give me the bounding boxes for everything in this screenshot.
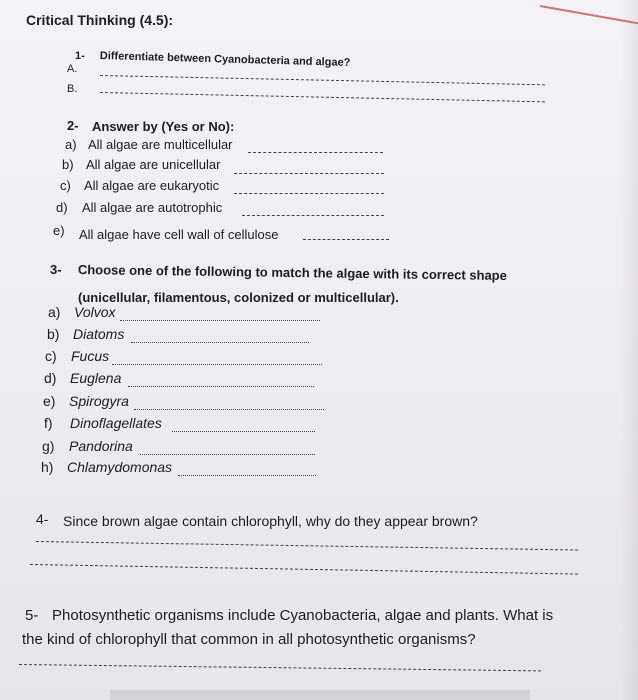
q3-answer-line[interactable] [134, 409, 324, 410]
q2-item-letter: b) [62, 157, 74, 172]
q2-item-text: All algae are multicellular [88, 137, 233, 152]
q2-answer-line[interactable] [234, 193, 384, 194]
q2-item-text: All algae are unicellular [86, 157, 221, 172]
q3-item-letter: a) [48, 304, 61, 320]
q3-item-letter: c) [45, 348, 57, 364]
q3-instruction-line1: Choose one of the following to match the algae with its correct shape [77, 262, 508, 283]
q5-text-line2: the kind of chlorophyll that common in all photosynthetic organisms? [22, 631, 476, 648]
q4-answer-line[interactable] [30, 564, 578, 575]
q2-item-letter: e) [53, 223, 65, 238]
q3-item-name: Euglena [70, 370, 122, 386]
q3-item-letter: g) [42, 438, 55, 454]
q3-answer-line[interactable] [120, 320, 320, 321]
q5-number: 5- [25, 607, 39, 624]
q1-answer-line-b[interactable] [100, 92, 545, 102]
q3-item-letter: h) [41, 459, 54, 475]
q3-item-name: Chlamydomonas [67, 459, 173, 475]
q2-item-letter: d) [56, 200, 68, 215]
q2-item-text: All algae are autotrophic [82, 200, 223, 215]
q1-number: 1- [75, 50, 85, 62]
q3-item-name: Diatoms [73, 326, 125, 342]
q3-item-name: Spirogyra [69, 393, 129, 409]
q2-number: 2- [67, 118, 79, 133]
q3-answer-line[interactable] [128, 386, 314, 387]
q3-answer-line[interactable] [140, 454, 315, 455]
page-bottom-edge [110, 690, 530, 700]
q2-item-letter: a) [65, 137, 77, 152]
q3-item-letter: d) [44, 370, 57, 386]
q3-number: 3- [50, 262, 62, 277]
q5-answer-line[interactable] [19, 664, 541, 671]
q1-option-b: B. [67, 83, 78, 95]
q3-item-name: Pandorina [69, 438, 133, 454]
q3-item-letter: e) [43, 393, 56, 409]
q3-answer-line[interactable] [112, 364, 322, 365]
q2-answer-line[interactable] [234, 173, 384, 174]
q1-answer-line-a[interactable] [100, 75, 545, 85]
q3-answer-line[interactable] [178, 475, 316, 476]
q4-answer-line[interactable] [36, 541, 578, 551]
q3-item-name: Fucus [71, 348, 110, 364]
q3-answer-line[interactable] [172, 431, 315, 432]
q1-text: Differentiate between Cyanobacteria and algae? [99, 50, 351, 69]
q3-instruction-line2: (unicellular, filamentous, colonized or multicellular). [78, 290, 399, 305]
page-title: Critical Thinking (4.5): [26, 12, 174, 28]
q2-item-text: All algae are eukaryotic [84, 178, 220, 193]
q2-answer-line[interactable] [248, 152, 383, 153]
q3-item-name: Dinoflagellates [70, 415, 162, 431]
q3-answer-line[interactable] [131, 342, 309, 343]
q4-number: 4- [36, 511, 49, 527]
q2-answer-line[interactable] [303, 239, 389, 240]
q2-text: Answer by (Yes or No): [92, 119, 235, 134]
q5-text-line1: Photosynthetic organisms include Cyanobacteria, algae and plants. What is [52, 607, 554, 624]
q2-item-text: All algae have cell wall of cellulose [79, 227, 279, 242]
q3-item-name: Volvox [74, 304, 116, 320]
q3-item-letter: f) [44, 415, 53, 431]
q2-answer-line[interactable] [242, 215, 384, 216]
q4-text: Since brown algae contain chlorophyll, why do they appear brown? [63, 513, 478, 529]
q1-option-a: A. [67, 63, 78, 75]
q2-item-letter: c) [60, 178, 71, 193]
paper-fold-shadow [620, 0, 638, 700]
q3-item-letter: b) [47, 326, 60, 342]
